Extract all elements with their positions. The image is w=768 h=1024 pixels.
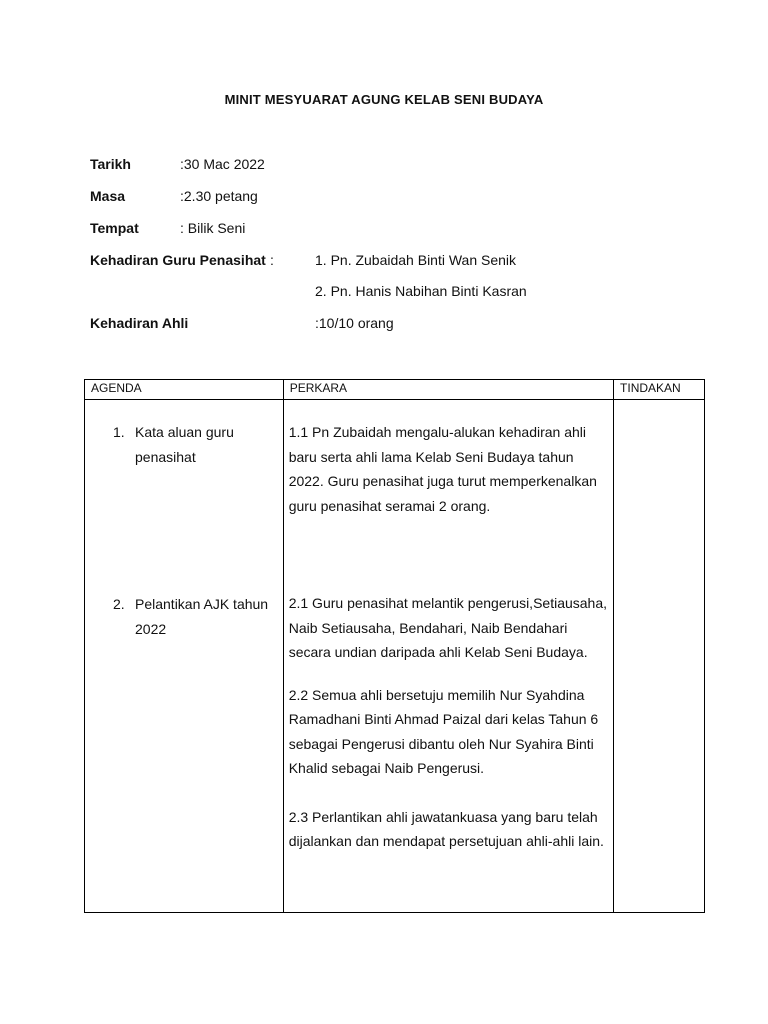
tempat-value: : Bilik Seni xyxy=(180,220,246,236)
agenda-text-line: 2022 xyxy=(135,621,167,637)
perkara-cell xyxy=(283,400,613,913)
agenda-item-2 xyxy=(85,592,283,642)
guru-penasihat-1: 1. Pn. Zubaidah Binti Wan Senik xyxy=(315,252,517,268)
guru-penasihat-2: 2. Pn. Hanis Nabihan Binti Kasran xyxy=(315,283,527,299)
agenda-item-1 xyxy=(85,420,283,470)
perkara-item-2-3: 2.3 Perlantikan ahli jawatankuasa yang baru telah dijalankan dan mendapat persetujuan ahli-ahli lain. xyxy=(288,808,604,849)
header-tindakan: TINDAKAN xyxy=(614,380,705,400)
guru-penasihat-label: Kehadiran Guru Penasihat xyxy=(90,252,266,268)
masa-label: Masa xyxy=(90,188,126,204)
agenda-number: 1. xyxy=(113,424,125,440)
guru-penasihat-colon: : xyxy=(270,252,274,268)
minutes-table xyxy=(84,379,705,913)
table-header-row xyxy=(85,380,705,400)
tarikh-label: Tarikh xyxy=(90,156,131,172)
header-agenda: AGENDA xyxy=(85,380,284,400)
header-perkara: PERKARA xyxy=(283,380,613,400)
agenda-number: 2. xyxy=(113,596,125,612)
masa-value: :2.30 petang xyxy=(180,188,258,204)
perkara-item-2-1: 2.1 Guru penasihat melantik pengerusi,Setiausaha, Naib Setiausaha, Bendahari, Naib Bendahari secara undian daripada ahli Kelab Seni Budaya. xyxy=(288,595,608,660)
table-row xyxy=(85,400,705,913)
kehadiran-ahli-label: Kehadiran Ahli xyxy=(90,315,189,331)
agenda-text-line: Kata aluan guru xyxy=(135,424,234,440)
kehadiran-ahli-value: :10/10 orang xyxy=(315,315,394,331)
tempat-label: Tempat xyxy=(90,220,139,236)
agenda-text-line: penasihat xyxy=(135,449,196,465)
tarikh-value: :30 Mac 2022 xyxy=(180,156,265,172)
document-title: MINIT MESYUARAT AGUNG KELAB SENI BUDAYA xyxy=(224,92,544,107)
agenda-text-line: Pelantikan AJK tahun xyxy=(135,596,269,612)
agenda-cell xyxy=(85,400,284,913)
tindakan-cell xyxy=(614,400,705,913)
perkara-item-1-1: 1.1 Pn Zubaidah mengalu-alukan kehadiran ahli baru serta ahli lama Kelab Seni Budaya tahun 2022. Guru penasihat juga turut memperkenalkan guru penasihat seramai 2 orang. xyxy=(288,424,597,514)
perkara-item-2-2: 2.2 Semua ahli bersetuju memilih Nur Syahdina Ramadhani Binti Ahmad Paizal dari kelas Tahun 6 sebagai Pengerusi dibantu oleh Nur Syahira Binti Khalid sebagai Naib Pengerusi. xyxy=(288,686,599,776)
